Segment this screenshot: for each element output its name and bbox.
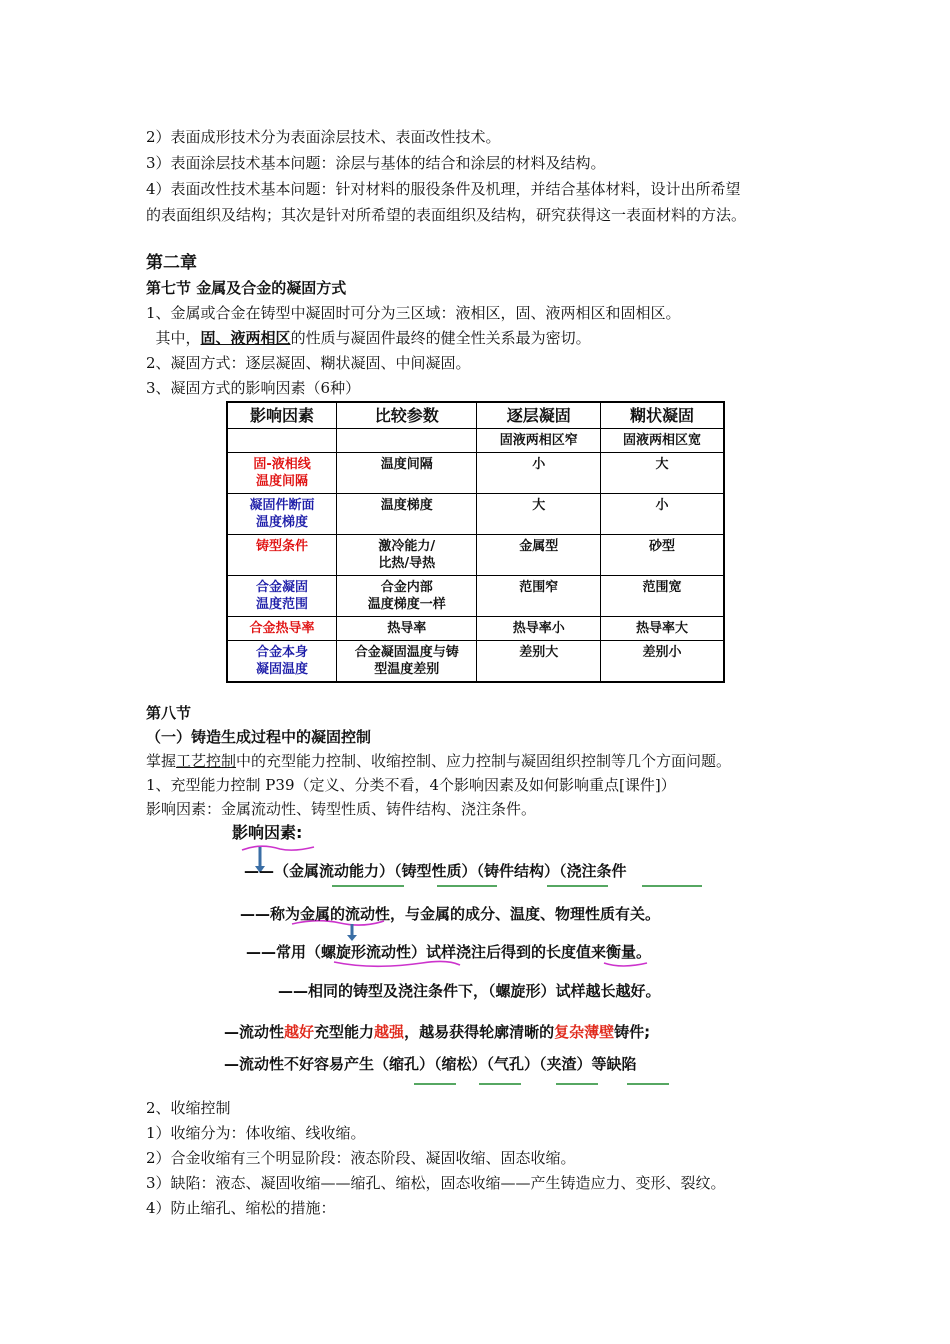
image-line: ——常用（螺旋形流动性）试样浇注后得到的长度值来衡量。 — [246, 943, 652, 961]
text-line: 2、收缩控制 — [146, 1099, 231, 1117]
text-line: 1、充型能力控制 P39（定义、分类不看，4个影响因素及如何影响重点[课件]） — [146, 776, 676, 794]
text-line: 3）缺陷：液态、凝固收缩——缩孔、缩松，固态收缩——产生铸造应力、变形、裂纹。 — [146, 1174, 726, 1192]
text-line: 3）表面涂层技术基本问题：涂层与基体的结合和涂层的材料及结构。 — [146, 154, 606, 172]
keyword-underlined: 工艺控制 — [176, 752, 237, 770]
text-span: ，越易获得轮廓清晰的 — [404, 1023, 555, 1041]
table-row — [227, 535, 724, 576]
text-line: 的表面组织及结构；其次是针对所希望的表面组织及结构，研究获得这一表面材料的方法。 — [146, 206, 747, 224]
text-line: 影响因素：金属流动性、铸型性质、铸件结构、浇注条件。 — [146, 800, 537, 818]
text-span: 中的充型能力控制、收缩控制、应力控制与凝固组织控制等几个方面问题。 — [236, 752, 732, 770]
parameter-cell: 热导率 — [337, 617, 477, 641]
mushy-solidification-cell: 小 — [600, 494, 724, 535]
table-row — [227, 494, 724, 535]
table-row — [227, 453, 724, 494]
text-line: 4）表面改性技术基本问题：针对材料的服役条件及机理，并结合基体材料，设计出所希望 — [146, 180, 741, 198]
factor-cell: 合金热导率 — [227, 617, 337, 641]
image-line: ——称为金属的流动性，与金属的成分、温度、物理性质有关。 — [240, 905, 661, 923]
table-header-cell: 影响因素 — [227, 402, 337, 429]
layer-solidification-cell: 热导率小 — [477, 617, 600, 641]
text-span: —流动性 — [224, 1023, 285, 1041]
image-line: ——相同的铸型及浇注条件下，（螺旋形）试样越长越好。 — [278, 982, 661, 1000]
text-line: 2、凝固方式：逐层凝固、糊状凝固、中间凝固。 — [146, 354, 471, 372]
factor-cell: 凝固件断面 温度梯度 — [227, 494, 337, 535]
image-line: ——（金属流动能力）（铸型性质）（铸件结构）（浇注条件 — [244, 862, 627, 880]
mushy-solidification-cell: 大 — [600, 453, 724, 494]
table-row — [227, 617, 724, 641]
layer-solidification-cell: 小 — [477, 453, 600, 494]
layer-solidification-cell: 大 — [477, 494, 600, 535]
text-span: 掌握 — [146, 752, 177, 770]
image-title: 影响因素: — [232, 823, 303, 842]
table-row — [227, 641, 724, 683]
mushy-solidification-cell: 热导率大 — [600, 617, 724, 641]
highlight-text: 越强 — [374, 1023, 405, 1041]
table-row — [227, 576, 724, 617]
chapter-title: 第二章 — [146, 253, 197, 273]
factor-cell: 合金凝固 温度范围 — [227, 576, 337, 617]
text-line: 2）合金收缩有三个明显阶段：液态阶段、凝固收缩、固态收缩。 — [146, 1149, 576, 1167]
table-header-cell: 比较参数 — [337, 402, 477, 429]
text-line: 2）表面成形技术分为表面涂层技术、表面改性技术。 — [146, 128, 501, 146]
handwritten-mark — [242, 846, 314, 850]
factor-cell: 固-液相线 温度间隔 — [227, 453, 337, 494]
text-span: 其中， — [146, 329, 201, 347]
parameter-cell: 合金内部 温度梯度一样 — [337, 576, 477, 617]
parameter-cell: 激冷能力/ 比热/导热 — [337, 535, 477, 576]
mushy-solidification-cell: 差别小 — [600, 641, 724, 683]
table-subheader-row — [227, 429, 724, 453]
section-title: 第七节 金属及合金的凝固方式 — [146, 279, 347, 297]
parameter-cell: 温度间隔 — [337, 453, 477, 494]
table-header-row — [227, 402, 724, 429]
highlight-text: 越好 — [284, 1023, 315, 1041]
section-title: 第八节 — [146, 704, 192, 722]
keyword-underlined: 固、液两相区 — [200, 329, 291, 347]
image-line: —流动性不好容易产生（缩孔）（缩松）（气孔）（夹渣）等缺陷 — [224, 1055, 637, 1073]
text-line — [146, 328, 591, 348]
table-cell: 固液两相区宽 — [600, 429, 724, 453]
handwritten-mark — [334, 961, 460, 966]
text-span: 的性质与凝固件最终的健全性关系最为密切。 — [290, 329, 591, 347]
mushy-solidification-cell: 砂型 — [600, 535, 724, 576]
text-line — [146, 751, 731, 771]
table-cell — [227, 429, 337, 453]
factor-cell: 合金本身 凝固温度 — [227, 641, 337, 683]
text-span: 充型能力 — [314, 1023, 375, 1041]
table-header-cell: 糊状凝固 — [600, 402, 724, 429]
image-line — [224, 1021, 650, 1042]
text-line: 1、金属或合金在铸型中凝固时可分为三区域：液相区，固、液两相区和固相区。 — [146, 304, 681, 322]
parameter-cell: 温度梯度 — [337, 494, 477, 535]
fluidity-slide-image — [222, 817, 728, 1089]
table-cell — [337, 429, 477, 453]
subsection-title: （一）铸造生成过程中的凝固控制 — [146, 728, 372, 746]
handwritten-mark — [604, 963, 647, 966]
text-line: 1）收缩分为：体收缩、线收缩。 — [146, 1124, 366, 1142]
text-line: 3、凝固方式的影响因素（6种） — [146, 379, 361, 397]
layer-solidification-cell: 金属型 — [477, 535, 600, 576]
layer-solidification-cell: 差别大 — [477, 641, 600, 683]
text-line: 4）防止缩孔、缩松的措施： — [146, 1199, 336, 1217]
table-cell: 固液两相区窄 — [477, 429, 600, 453]
table-header-cell: 逐层凝固 — [477, 402, 600, 429]
text-span: 铸件; — [614, 1023, 651, 1041]
solidification-factors-table — [226, 401, 725, 683]
mushy-solidification-cell: 范围宽 — [600, 576, 724, 617]
factor-cell: 铸型条件 — [227, 535, 337, 576]
layer-solidification-cell: 范围窄 — [477, 576, 600, 617]
parameter-cell: 合金凝固温度与铸 型温度差别 — [337, 641, 477, 683]
highlight-text: 复杂薄壁 — [554, 1023, 615, 1041]
